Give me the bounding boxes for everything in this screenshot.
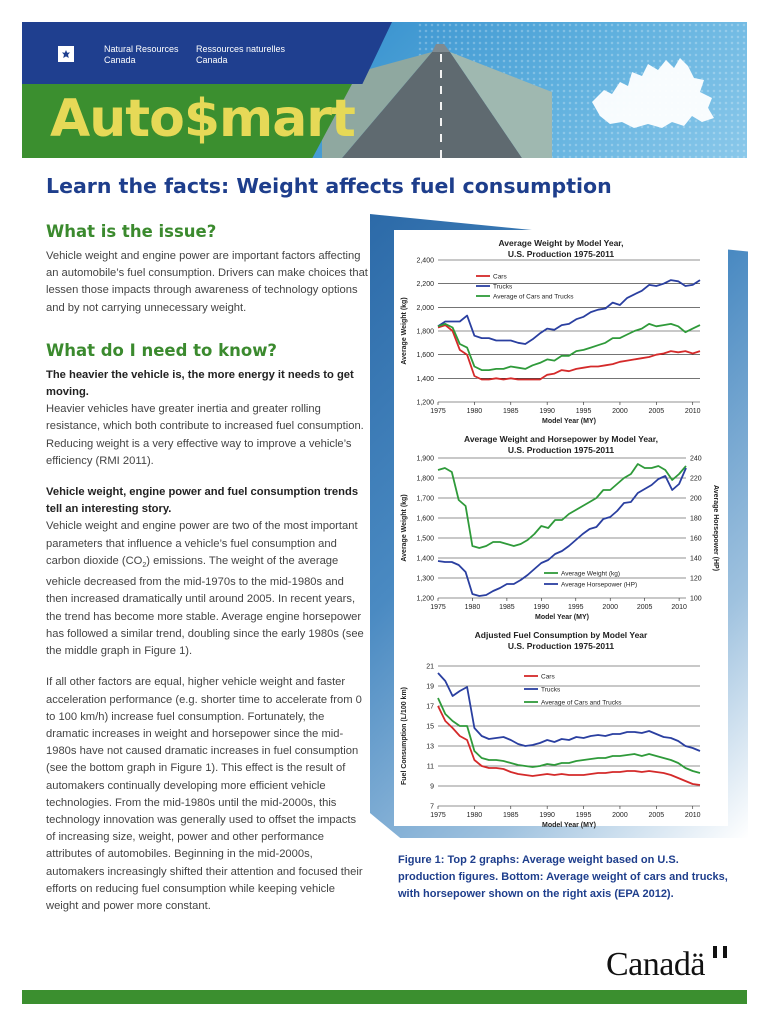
issue-heading: What is the issue? <box>46 222 217 241</box>
x-tick-label: 1985 <box>502 812 519 819</box>
y2-tick-label: 160 <box>690 535 702 543</box>
x-tick-label: 1975 <box>430 604 446 611</box>
y-tick-label: 1,200 <box>416 595 434 603</box>
y-tick-label: 1,900 <box>416 455 434 463</box>
legend-label: Average Weight (kg) <box>561 570 621 578</box>
legend-label: Cars <box>493 273 507 281</box>
chart1-title-line2: U.S. Production 1975-2011 <box>507 249 615 259</box>
y2-tick-label: 100 <box>690 595 702 603</box>
chart3-title-line1: Adjusted Fuel Consumption by Model Year <box>474 630 648 640</box>
y-tick-label: 2,400 <box>416 257 434 265</box>
y2-tick-label: 180 <box>690 515 702 523</box>
x-tick-label: 2005 <box>648 408 665 415</box>
chart3-svg <box>394 630 728 829</box>
x-tick-label: 2005 <box>648 812 665 819</box>
x-axis-label: Model Year (MY) <box>535 614 589 621</box>
x-axis-label: Model Year (MY) <box>542 418 596 425</box>
x-tick-label: 1975 <box>430 408 446 415</box>
legend-label: Average of Cars and Trucks <box>541 699 622 707</box>
chart2-title-line1: Average Weight and Horsepower by Model Year, <box>464 434 658 444</box>
y-tick-label: 1,600 <box>416 352 434 360</box>
autosmart-logo: Auto$mart <box>50 89 355 149</box>
legend-label: Average Horsepower (HP) <box>561 581 638 589</box>
y-tick-label: 1,700 <box>416 495 434 503</box>
y-tick-label: 19 <box>426 683 434 691</box>
y-tick-label: 21 <box>426 663 434 671</box>
y-axis-label: Fuel Consumption (L/100 km) <box>401 686 408 786</box>
x-tick-label: 1980 <box>464 604 481 611</box>
y2-tick-label: 220 <box>690 475 702 483</box>
series-line-0 <box>438 464 686 548</box>
x-tick-label: 1985 <box>499 604 515 611</box>
department-name-fr <box>196 44 306 66</box>
paragraph-3: If all other factors are equal, higher vehicle weight and faster acceleration performance (e.g. shorter time to accelerate from 0 to 100 km/h) increase fuel consumption. Fortunately, the dramatic increases in weight and horsepower since the mid-1980s have not caused dramatic increases in fuel consumption (see the bottom graph in Figure 1). This effect is the result of automakers continually developing more efficient vehicle technologies. From the mid-1980s until the mid-2000s, this technology innovation was generally used to offset the impacts of increasing size, weight, power and other performance attributes of automobiles. Beginning in the mid-2000s, automakers increasingly shifted their attention and focused their efforts on reducing fuel consumption while keeping vehicle weight and power more constant. <box>46 676 363 912</box>
y2-axis-label: Average Horsepower (HP) <box>712 484 719 572</box>
header-banner <box>22 22 747 158</box>
x-tick-label: 1990 <box>539 812 555 819</box>
x-tick-label: 1990 <box>533 604 550 611</box>
x-tick-label: 1975 <box>430 812 446 819</box>
dept-fr-line2: Canada <box>196 55 228 65</box>
y2-tick-label: 140 <box>690 555 702 563</box>
x-tick-label: 2010 <box>684 812 701 819</box>
footer-bar <box>22 990 747 1004</box>
chart3-title-line2: U.S. Production 1975-2011 <box>507 641 615 651</box>
y-tick-label: 1,600 <box>416 515 434 523</box>
y-tick-label: 1,800 <box>416 475 434 483</box>
point2-text-a: Vehicle weight and engine power are two of the most important parameters that influence a vehicle’s fuel consumption and carbon dioxide (CO <box>46 520 358 567</box>
chart2-title <box>394 434 728 456</box>
point2-subheading: Vehicle weight, engine power and fuel consumption trends tell an interesting story. <box>46 486 359 516</box>
issue-paragraph: Vehicle weight and engine power are important factors affecting an automobile’s fuel consumption. Drivers can make choices that lessen those impacts through awareness of technology options and by not carrying unnecessary weight. <box>46 250 368 314</box>
y-tick-label: 2,000 <box>416 304 434 312</box>
x-tick-label: 2010 <box>671 604 687 611</box>
chart1-title <box>394 238 728 260</box>
y-tick-label: 1,400 <box>416 375 434 383</box>
chart2-svg <box>394 430 728 625</box>
chart3-title <box>394 630 728 652</box>
x-tick-label: 1985 <box>502 408 519 415</box>
y2-tick-label: 200 <box>690 495 702 503</box>
chart-weight-horsepower <box>394 430 728 625</box>
x-tick-label: 1995 <box>575 408 592 415</box>
know-heading: What do I need to know? <box>46 340 278 360</box>
y2-tick-label: 120 <box>690 575 702 583</box>
y-tick-label: 1,400 <box>416 555 434 563</box>
x-tick-label: 2000 <box>602 604 619 611</box>
y2-tick-label: 240 <box>690 455 702 463</box>
y-tick-label: 1,800 <box>416 328 434 336</box>
y-axis-label: Average Weight (kg) <box>401 494 408 562</box>
dept-en-line2: Canada <box>104 55 136 65</box>
series-line-0 <box>438 706 700 785</box>
wordmark-flag-icon <box>713 946 727 958</box>
x-tick-label: 2000 <box>612 408 628 415</box>
y-tick-label: 1,200 <box>416 399 434 407</box>
point2-paragraph <box>46 518 368 660</box>
co2-subscript: 2 <box>142 562 147 570</box>
x-tick-label: 1980 <box>466 408 483 415</box>
chart-average-weight <box>394 230 728 425</box>
chart-fuel-consumption <box>394 630 728 829</box>
department-name-en <box>104 44 194 66</box>
x-tick-label: 1990 <box>539 408 555 415</box>
x-axis-label: Model Year (MY) <box>542 822 596 829</box>
series-line-1 <box>438 280 700 344</box>
point1-paragraph: Heavier vehicles have greater inertia and greater rolling resistance, which both contribute to increased fuel consumption. Reducing weight is a very effective way to improve a vehicle’s efficiency (RMI 2011). <box>46 403 364 467</box>
y-tick-label: 7 <box>430 803 434 811</box>
figure-caption: Figure 1: Top 2 graphs: Average weight based on U.S. production figures. Bottom: Average weight of cars and trucks, with horsepower shown on the right axis (EPA 2012). <box>398 854 728 900</box>
y-tick-label: 15 <box>426 723 434 731</box>
y-tick-label: 2,200 <box>416 281 434 289</box>
y-tick-label: 11 <box>426 763 434 771</box>
canada-flag-icon <box>50 46 82 62</box>
y-tick-label: 9 <box>430 783 434 791</box>
y-tick-label: 13 <box>426 743 434 751</box>
series-line-0 <box>438 325 700 379</box>
series-line-1 <box>438 673 700 751</box>
figure-1-panel <box>394 230 728 829</box>
point1-subheading: The heavier the vehicle is, the more energy it needs to get moving. <box>46 368 354 399</box>
legend-label: Trucks <box>493 283 513 291</box>
page-title: Learn the facts: Weight affects fuel consumption <box>46 174 612 198</box>
dept-fr-line1: Ressources naturelles <box>196 44 286 54</box>
y-tick-label: 1,300 <box>416 575 434 583</box>
canada-map-icon <box>582 42 722 152</box>
canada-wordmark: Canadä <box>606 946 705 983</box>
x-tick-label: 2010 <box>684 408 701 415</box>
y-axis-label: Average Weight (kg) <box>401 297 408 365</box>
dept-en-line1: Natural Resources <box>104 44 179 54</box>
x-tick-label: 1980 <box>466 812 483 819</box>
legend-label: Trucks <box>541 686 561 694</box>
legend-label: Cars <box>541 673 555 681</box>
chart2-title-line2: U.S. Production 1975-2011 <box>507 445 615 455</box>
article-body <box>46 222 368 915</box>
x-tick-label: 1995 <box>575 812 592 819</box>
y-tick-label: 17 <box>426 703 434 711</box>
point2-text-b: ) emissions. The weight of the average vehicle decreased from the mid-1970s to the mid-1980s and then increased dramatically until around 2005. In recent years, the trend has become more stable. Average engine horsepower has followed a similar trend, doubling since the early 1980s (see the middle graph in Figure 1). <box>46 554 364 658</box>
x-tick-label: 1995 <box>567 604 584 611</box>
y-tick-label: 1,500 <box>416 535 434 543</box>
chart1-title-line1: Average Weight by Model Year, <box>498 238 624 248</box>
legend-label: Average of Cars and Trucks <box>493 293 574 301</box>
x-tick-label: 2005 <box>636 604 653 611</box>
x-tick-label: 2000 <box>612 812 628 819</box>
